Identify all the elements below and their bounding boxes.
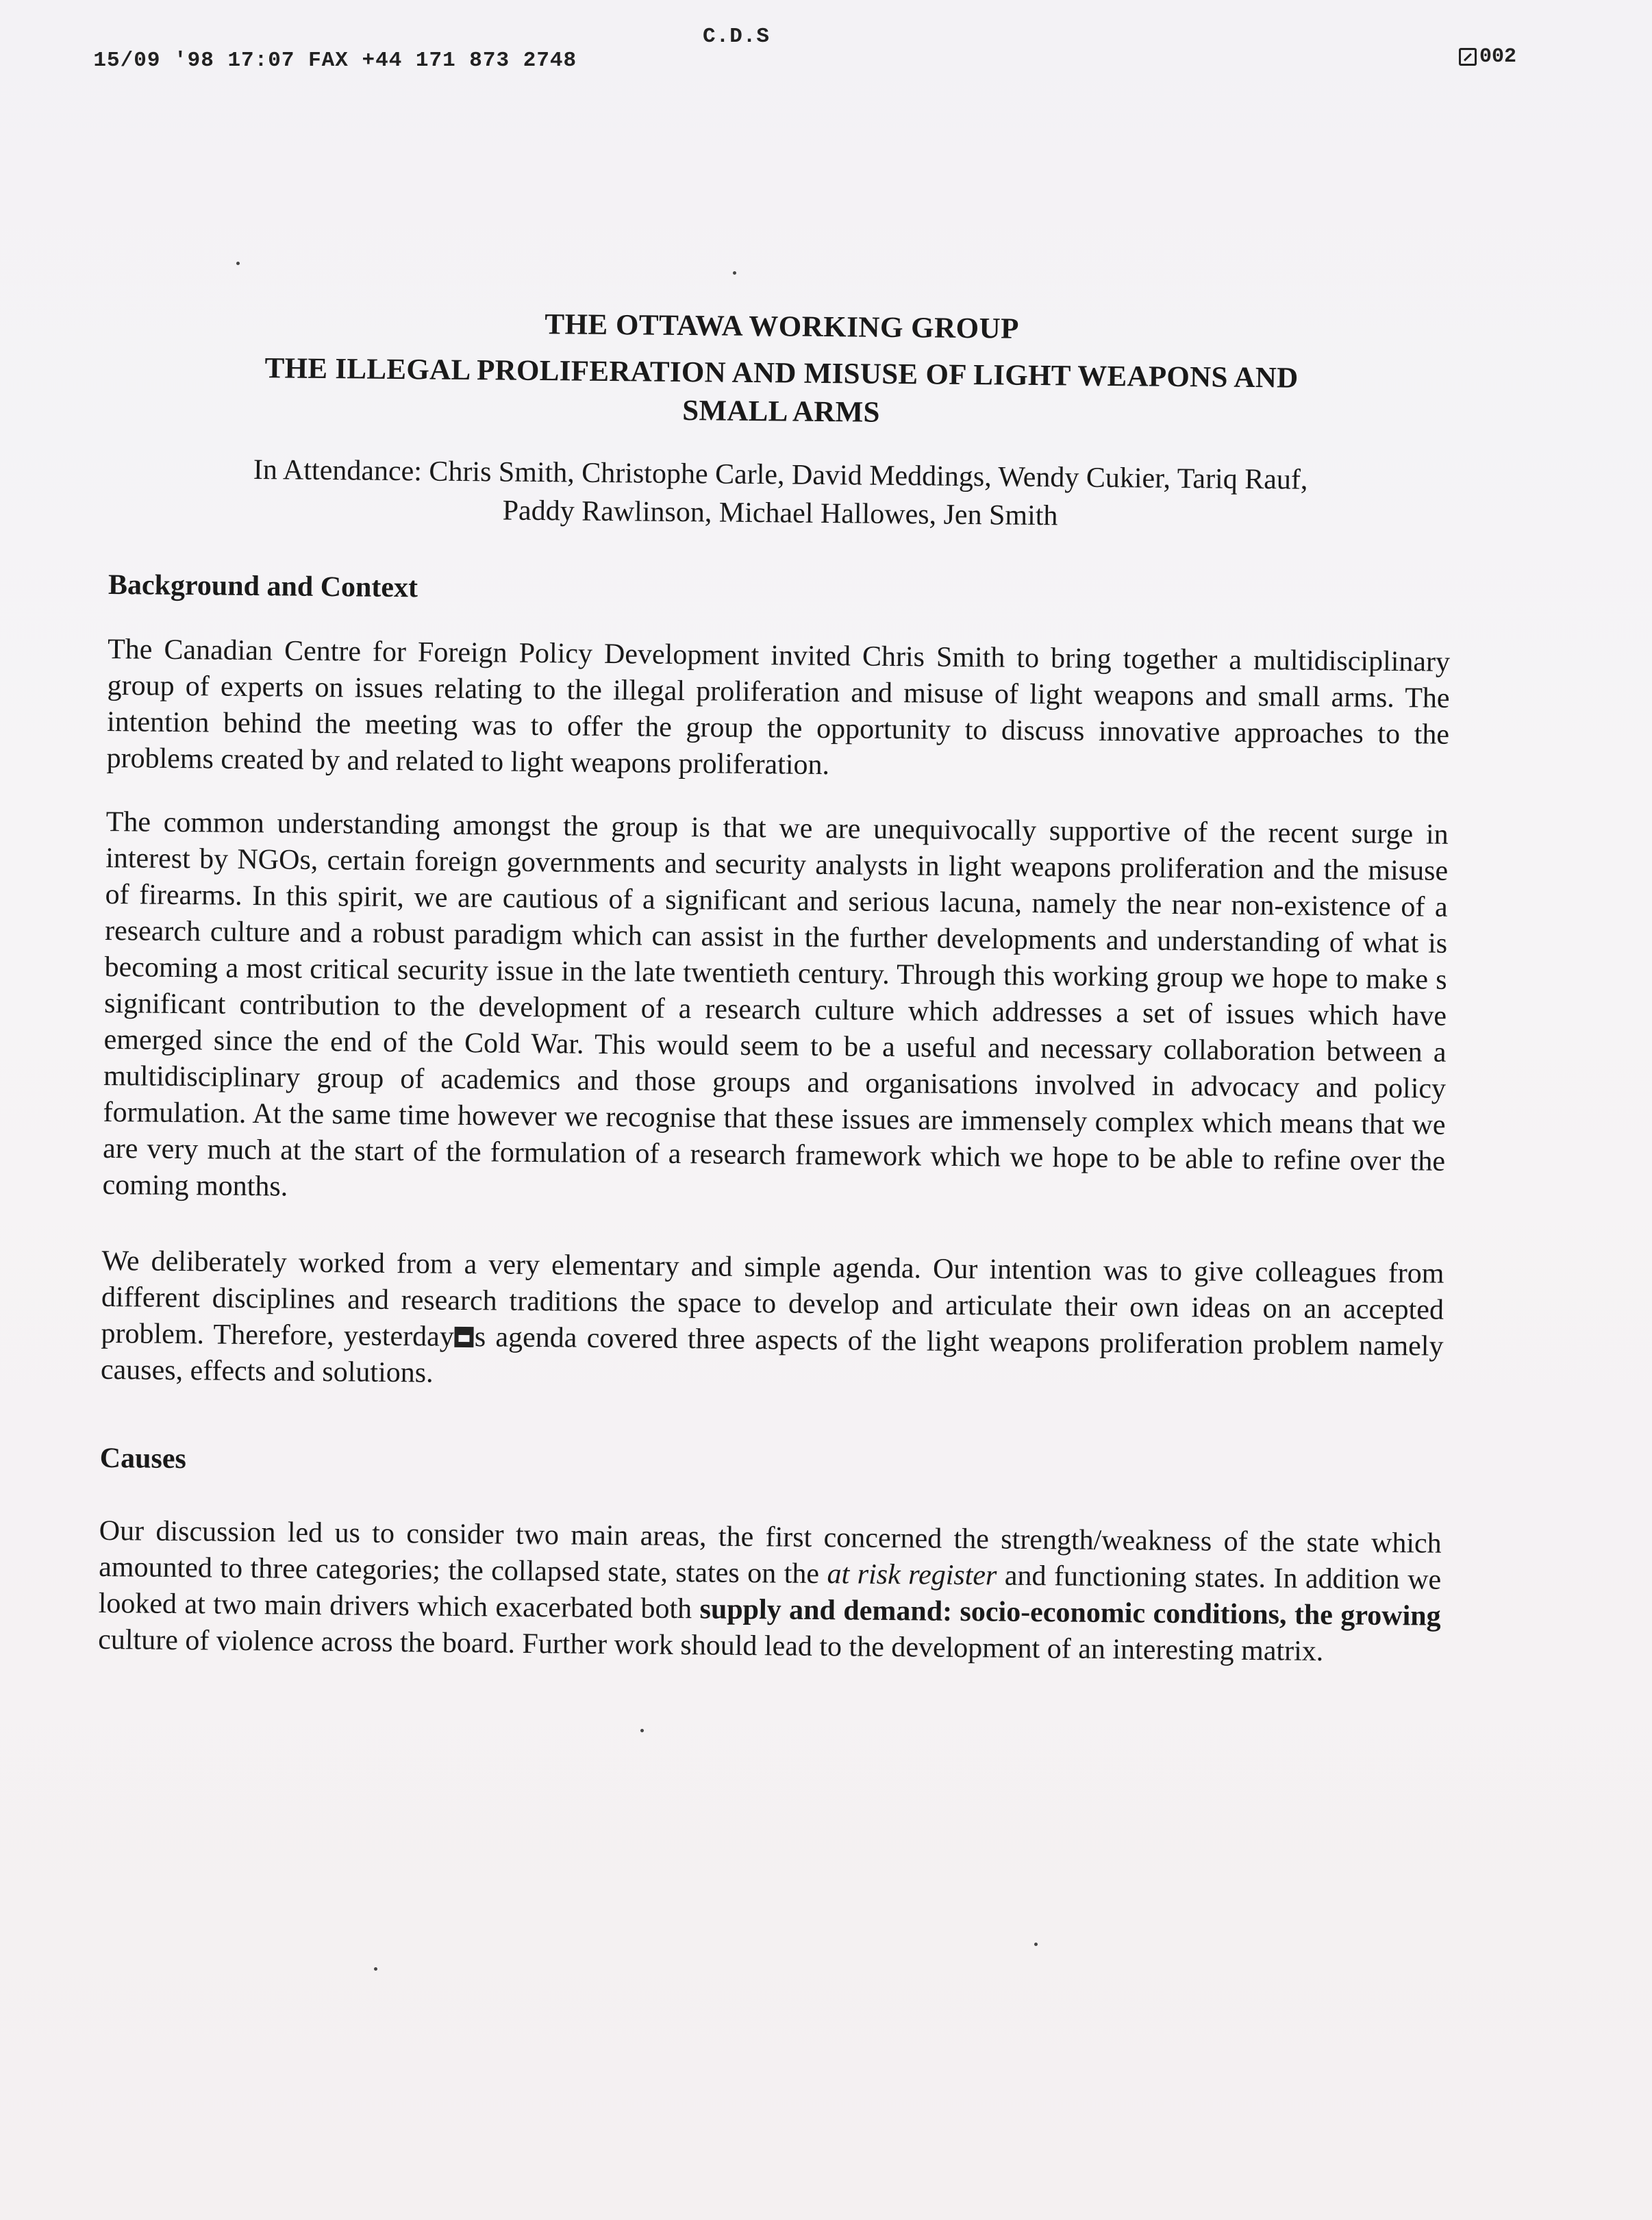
background-paragraph-3-end: s agenda covered three aspects of the light weapons proliferation problem namely causes, effects and solutions. — [100, 1321, 1444, 1389]
garbled-apostrophe-glyph-icon — [455, 1327, 474, 1347]
attendance-list — [109, 449, 1452, 539]
fax-page-icon — [1459, 48, 1477, 66]
scan-speck — [236, 262, 240, 265]
background-paragraph-3-start: We deliberately worked from a very elementary and simple agenda. Our intention was to give colleagues from different disciplines and research traditions the space to develop and articulate their own ideas on an accepted problem. Therefore, yesterday — [101, 1245, 1444, 1353]
causes-heavy-text: supply and demand: socio-economic conditions, the growing — [699, 1593, 1441, 1632]
causes-italic-term: at risk register — [827, 1558, 997, 1592]
section-heading-causes: Causes — [99, 1442, 187, 1475]
document-subtitle-line-2: SMALL ARMS — [682, 395, 880, 429]
background-paragraph-1: The Canadian Centre for Foreign Policy Development invited Chris Smith to bring together a multidisciplinary group of experts on issues relating to the illegal proliferation and misuse of light weapons and small arms. The intention behind the meeting was to offer the group the opportunity to discuss innovative approaches to the problems created by and related to light weapons proliferation. — [106, 633, 1451, 782]
section-heading-background: Background and Context — [108, 569, 418, 604]
background-paragraph-2: The common understanding amongst the group is that we are unequivocally supportive of the recent surge in interest by NGOs, certain foreign governments and security analysts in light weapons proliferation and the misuse of firearms. In this spirit, we are cautious of a significant and serious lacuna, namely the near non-existence of a research culture and a robust paradigm which can assist in the further developments and understanding of what is becoming a most critical security issue in the late twentieth century. Through this working group we hope to make s significant contribution to the development of a research culture which addresses a set of issues which have emerged since the end of the Cold War. This would seem to be a useful and necessary collaboration between a multidisciplinary group of academics and those groups and organisations involved in advocacy and policy formulation. At the same time however we recognise that these issues are immensely complex which means that we are very much at the start of the formulation of a research framework which we hope to be able to refine over the coming months. — [102, 806, 1449, 1203]
document-body — [98, 301, 1453, 1671]
document-title: THE OTTAWA WORKING GROUP — [545, 308, 1020, 345]
background-paragraph-3 — [101, 1243, 1444, 1401]
fax-timestamp-line: 15/09 '98 17:07 FAX +44 171 873 2748 — [93, 49, 577, 73]
causes-paragraph-1-middle: and functioning states. In addition we looked at two main drivers which exacerbated both — [98, 1560, 1442, 1625]
fax-page-number-text: 002 — [1479, 45, 1516, 68]
fax-sender-id: C.D.S — [703, 25, 771, 49]
fax-page-number — [1459, 45, 1516, 68]
fax-transmission-header — [40, 25, 771, 121]
scan-speck — [733, 271, 736, 275]
causes-paragraph-1-end: culture of violence across the board. Further work should lead to the development of an interesting matrix. — [98, 1623, 1324, 1668]
scan-speck — [640, 1729, 644, 1732]
document-subtitle — [110, 348, 1453, 438]
attendance-line-2: Paddy Rawlinson, Michael Hallowes, Jen Smith — [502, 495, 1058, 532]
scan-speck — [1034, 1943, 1038, 1946]
scan-speck — [374, 1967, 377, 1971]
causes-paragraph-1 — [98, 1513, 1442, 1671]
causes-paragraph-1-start: Our discussion led us to consider two main areas, the first concerned the strength/weakness of the state which amounted to three categories; the collapsed state, states on the — [99, 1514, 1442, 1591]
document-subtitle-line-1: THE ILLEGAL PROLIFERATION AND MISUSE OF LIGHT WEAPONS AND — [264, 352, 1299, 395]
attendance-line-1: In Attendance: Chris Smith, Christophe Carle, David Meddings, Wendy Cukier, Tariq Rauf, — [253, 454, 1308, 496]
